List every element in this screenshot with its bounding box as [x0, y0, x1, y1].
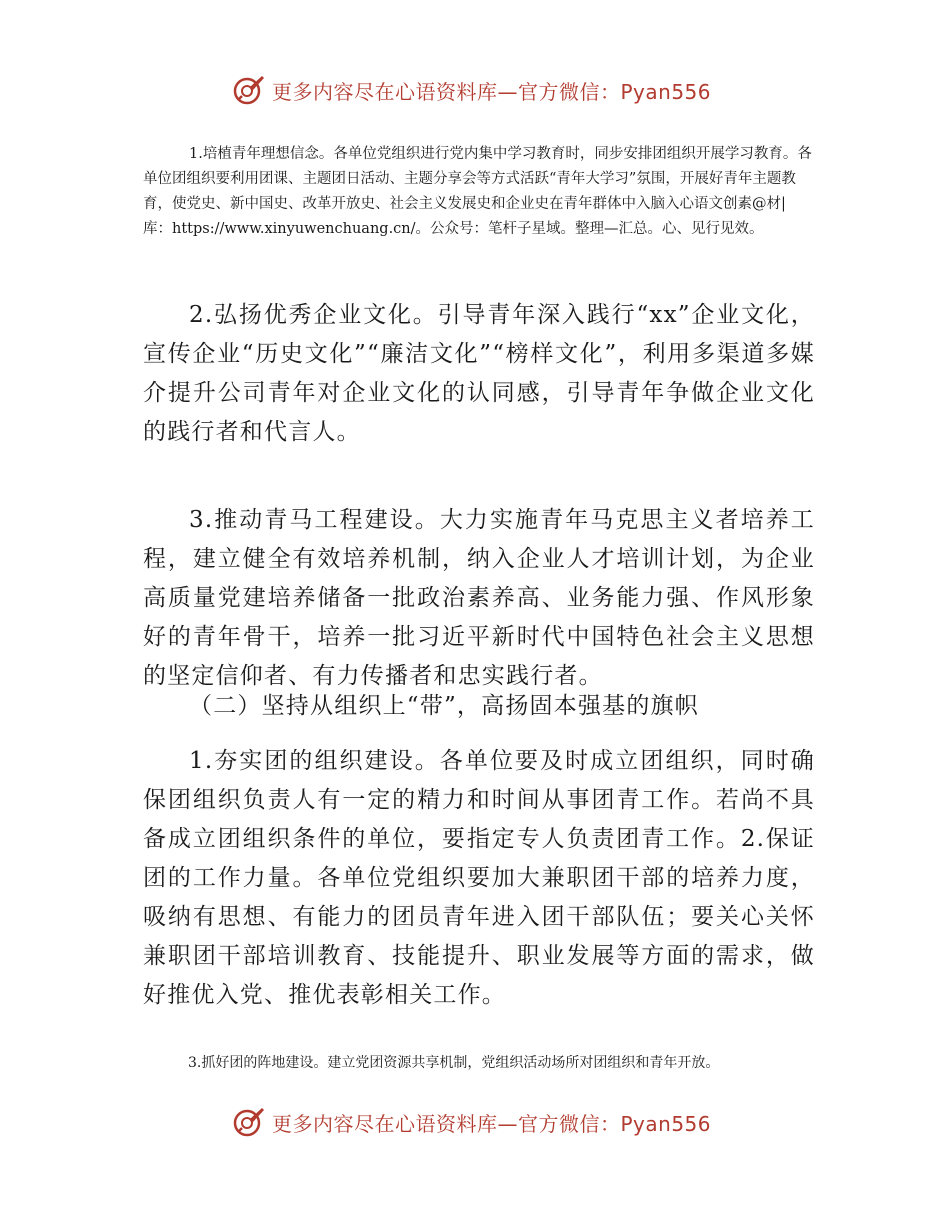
paragraph-1-small: 1.培植青年理想信念。各单位党组织进行党内集中学习教育时，同步安排团组织开展学习教育。各单位团组织要利用团课、主题团日活动、主题分享会等方式活跃“青年大学习”氛围，开展好青年主题教育，使党史、新中国史、改革开放史、社会主义发展史和企业史在青年群体中入脑入心语文创素@材|库：https://www.xinyuwenchuang.cn/。公众号：笔杆子星域。整理—汇总。心、见行见效。 [143, 146, 812, 237]
paragraph-4: 1.夯实团的组织建设。各单位要及时成立团组织，同时确保团组织负责人有一定的精力和时间从事团青工作。若尚不具备成立团组织条件的单位，要指定专人负责团青工作。2.保证团的工作力量。各单位党组织要加大兼职团干部的培养力度，吸纳有思想、有能力的团员青年进入团干部队伍；要关心关怀兼职团干部培训教育、技能提升、职业发展等方面的需求，做好推优入党、推优表彰相关工作。 [143, 748, 815, 1008]
pen-nib-circle-icon [232, 1105, 266, 1139]
paragraph-3: 3.推动青马工程建设。大力实施青年马克思主义者培养工程，建立健全有效培养机制，纳入企业人才培训计划，为企业高质量党建培养储备一批政治素养高、业务能力强、作风形象好的青年骨干，培养一批习近平新时代中国特色社会主义思想的坚定信仰者、有力传播者和忠实践行者。 [143, 507, 815, 689]
section-heading-2: （二）坚持从组织上“带”，高扬固本强基的旗帜 [189, 693, 699, 719]
watermark-banner-top [232, 72, 712, 108]
watermark-banner-bottom [232, 1104, 712, 1140]
paragraph-5-small: 3.抓好团的阵地建设。建立党团资源共享机制，党组织活动场所对团组织和青年开放。 [188, 1055, 720, 1071]
watermark-text: 更多内容尽在心语资料库—官方微信：Pyan556 [272, 79, 712, 104]
pen-nib-circle-icon [232, 73, 266, 107]
watermark-text: 更多内容尽在心语资料库—官方微信：Pyan556 [272, 1111, 712, 1136]
paragraph-2: 2.弘扬优秀企业文化。引导青年深入践行“xx”企业文化，宣传企业“历史文化”“廉洁文化”“榜样文化”，利用多渠道多媒介提升公司青年对企业文化的认同感，引导青年争做企业文化的践行者和代言人。 [143, 302, 815, 445]
